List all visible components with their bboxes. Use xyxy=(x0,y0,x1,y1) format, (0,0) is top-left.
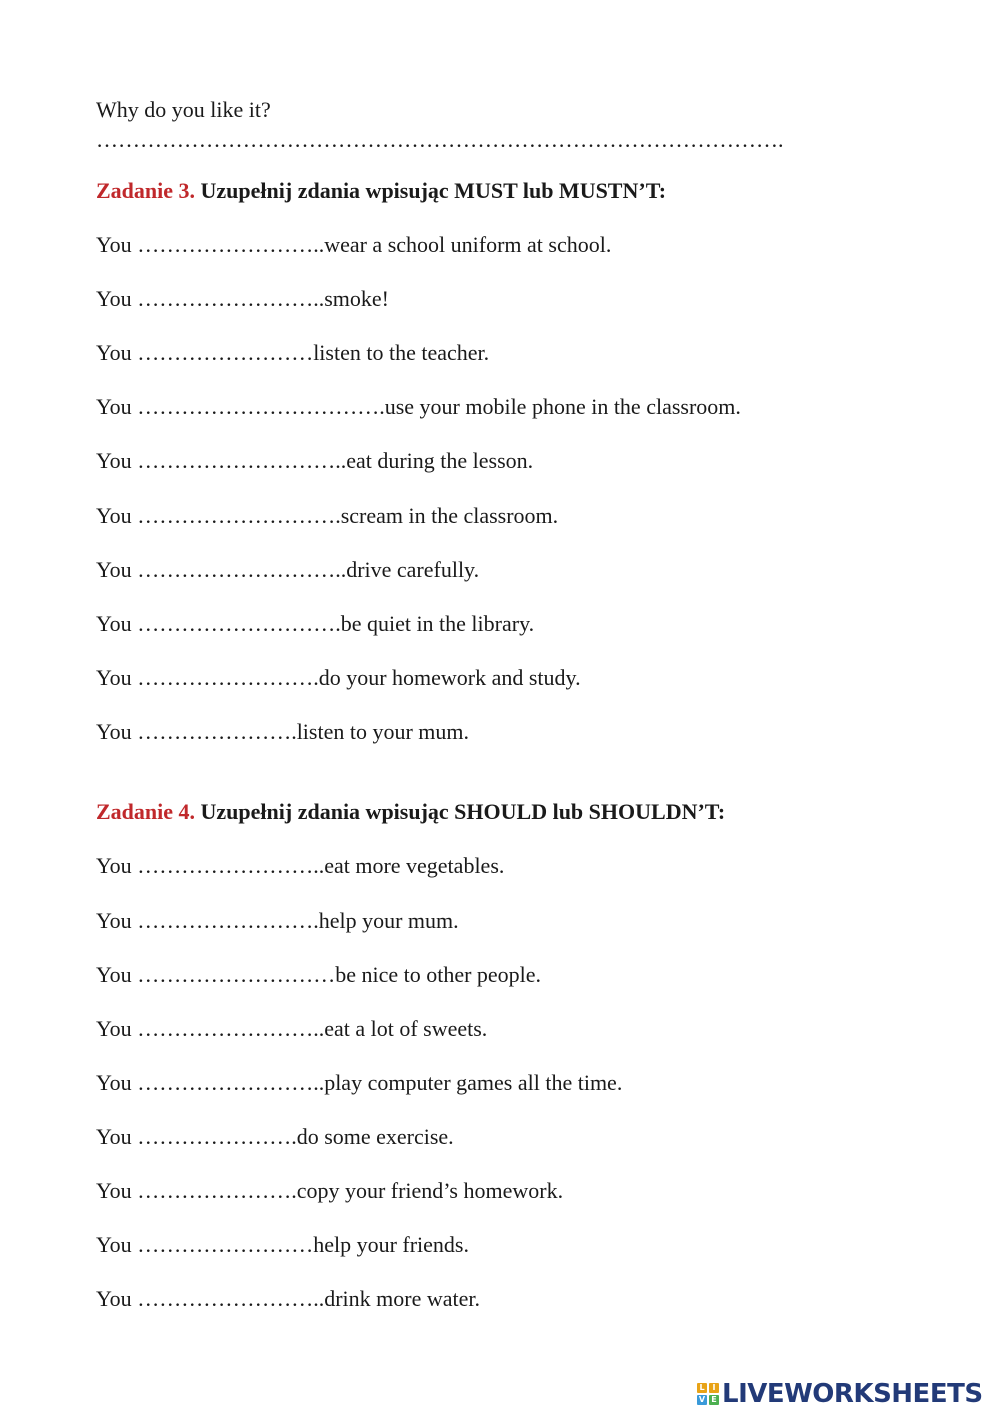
sentence-rest: play computer games all the time. xyxy=(324,1070,623,1095)
sentence-start: You xyxy=(96,503,138,528)
intro-question: Why do you like it? xyxy=(96,97,271,122)
sentence-rest: help your mum. xyxy=(318,908,459,933)
liveworksheets-mark-icon xyxy=(697,1383,719,1405)
sentence-start: You xyxy=(96,394,138,419)
sentence-start: You xyxy=(96,1286,138,1311)
logo-mark-letter: L xyxy=(697,1383,707,1393)
liveworksheets-wordmark: LIVEWORKSHEETS xyxy=(722,1379,983,1409)
answer-blank[interactable]: ……………………. xyxy=(137,908,319,933)
sentence-start: You xyxy=(96,908,138,933)
sentence-rest: eat more vegetables. xyxy=(324,853,505,878)
task4-sentence-7 xyxy=(96,1178,563,1204)
sentence-start: You xyxy=(96,853,138,878)
liveworksheets-logo xyxy=(697,1377,983,1411)
task4-sentence-1 xyxy=(96,853,504,879)
task3-sentence-1 xyxy=(96,232,611,258)
sentence-start: You xyxy=(96,1124,138,1149)
sentence-rest: drink more water. xyxy=(324,1286,480,1311)
logo-mark-letter: E xyxy=(709,1395,719,1405)
answer-blank[interactable]: ……………………. xyxy=(137,665,319,690)
sentence-start: You xyxy=(96,1232,138,1257)
sentence-rest: help your friends. xyxy=(313,1232,469,1257)
task3-sentence-9 xyxy=(96,665,581,691)
sentence-start: You xyxy=(96,611,138,636)
answer-blank[interactable]: ……………………… xyxy=(137,962,336,987)
task3-number: Zadanie 3. xyxy=(96,178,196,203)
answer-blank[interactable]: ……………………………. xyxy=(137,394,385,419)
sentence-rest: do your homework and study. xyxy=(318,665,581,690)
sentence-rest: scream in the classroom. xyxy=(340,503,559,528)
task3-instruction: Uzupełnij zdania wpisując MUST lub MUSTN’T: xyxy=(200,178,667,203)
answer-blank[interactable]: …………………….. xyxy=(137,286,325,311)
answer-blank[interactable]: ……………………….. xyxy=(137,448,347,473)
answer-blank[interactable]: …………………… xyxy=(137,1232,314,1257)
sentence-rest: listen to the teacher. xyxy=(313,340,490,365)
task3-sentence-6 xyxy=(96,503,558,529)
sentence-rest: listen to your mum. xyxy=(296,719,470,744)
sentence-start: You xyxy=(96,665,138,690)
task3-sentence-4 xyxy=(96,394,741,420)
sentence-start: You xyxy=(96,1178,138,1203)
answer-blank[interactable]: …………………….. xyxy=(137,1286,325,1311)
answer-blank[interactable]: …………………. xyxy=(137,1124,297,1149)
task4-sentence-6 xyxy=(96,1124,454,1150)
answer-blank[interactable]: …………………. xyxy=(137,1178,297,1203)
task3-sentence-7 xyxy=(96,557,479,583)
answer-blank[interactable]: …………………….. xyxy=(137,853,325,878)
task3-sentence-2 xyxy=(96,286,389,312)
task4-sentence-4 xyxy=(96,1016,487,1042)
answer-blank[interactable]: …………………….. xyxy=(137,232,325,257)
sentence-rest: eat a lot of sweets. xyxy=(324,1016,488,1041)
task3-sentence-8 xyxy=(96,611,534,637)
sentence-start: You xyxy=(96,962,138,987)
task4-sentence-3 xyxy=(96,962,541,988)
task3-sentence-10 xyxy=(96,719,469,745)
sentence-start: You xyxy=(96,1070,138,1095)
answer-blank[interactable]: …………………….. xyxy=(137,1070,325,1095)
task4-instruction: Uzupełnij zdania wpisując SHOULD lub SHOULDN’T: xyxy=(200,799,726,824)
sentence-rest: be quiet in the library. xyxy=(340,611,535,636)
answer-blank[interactable]: ………………………. xyxy=(137,503,341,528)
sentence-rest: do some exercise. xyxy=(296,1124,454,1149)
task4-sentence-9 xyxy=(96,1286,480,1312)
answer-blank[interactable]: ……………………….. xyxy=(137,557,347,582)
answer-blank[interactable]: …………………. xyxy=(137,719,297,744)
sentence-rest: wear a school uniform at school. xyxy=(324,232,612,257)
task4-number: Zadanie 4. xyxy=(96,799,196,824)
task3-sentence-5 xyxy=(96,448,533,474)
sentence-start: You xyxy=(96,232,138,257)
task3-heading xyxy=(96,178,666,204)
sentence-rest: be nice to other people. xyxy=(335,962,542,987)
sentence-start: You xyxy=(96,286,138,311)
answer-blank[interactable]: ………………………. xyxy=(137,611,341,636)
task4-sentence-2 xyxy=(96,908,459,934)
sentence-rest: drive carefully. xyxy=(346,557,480,582)
sentence-rest: smoke! xyxy=(324,286,389,311)
logo-mark-letter: I xyxy=(709,1383,719,1393)
task3-sentence-3 xyxy=(96,340,489,366)
task4-sentence-8 xyxy=(96,1232,469,1258)
sentence-start: You xyxy=(96,557,138,582)
task4-sentence-5 xyxy=(96,1070,622,1096)
sentence-start: You xyxy=(96,1016,138,1041)
sentence-start: You xyxy=(96,448,138,473)
sentence-rest: copy your friend’s homework. xyxy=(296,1178,564,1203)
sentence-start: You xyxy=(96,719,138,744)
intro-answer-line[interactable]: …………………………………………………………………………………. xyxy=(96,127,784,152)
sentence-rest: eat during the lesson. xyxy=(346,448,534,473)
answer-blank[interactable]: …………………….. xyxy=(137,1016,325,1041)
answer-blank[interactable]: …………………… xyxy=(137,340,314,365)
sentence-start: You xyxy=(96,340,138,365)
logo-mark-letter: V xyxy=(698,1395,706,1404)
task4-heading xyxy=(96,799,725,825)
sentence-rest: use your mobile phone in the classroom. xyxy=(384,394,741,419)
